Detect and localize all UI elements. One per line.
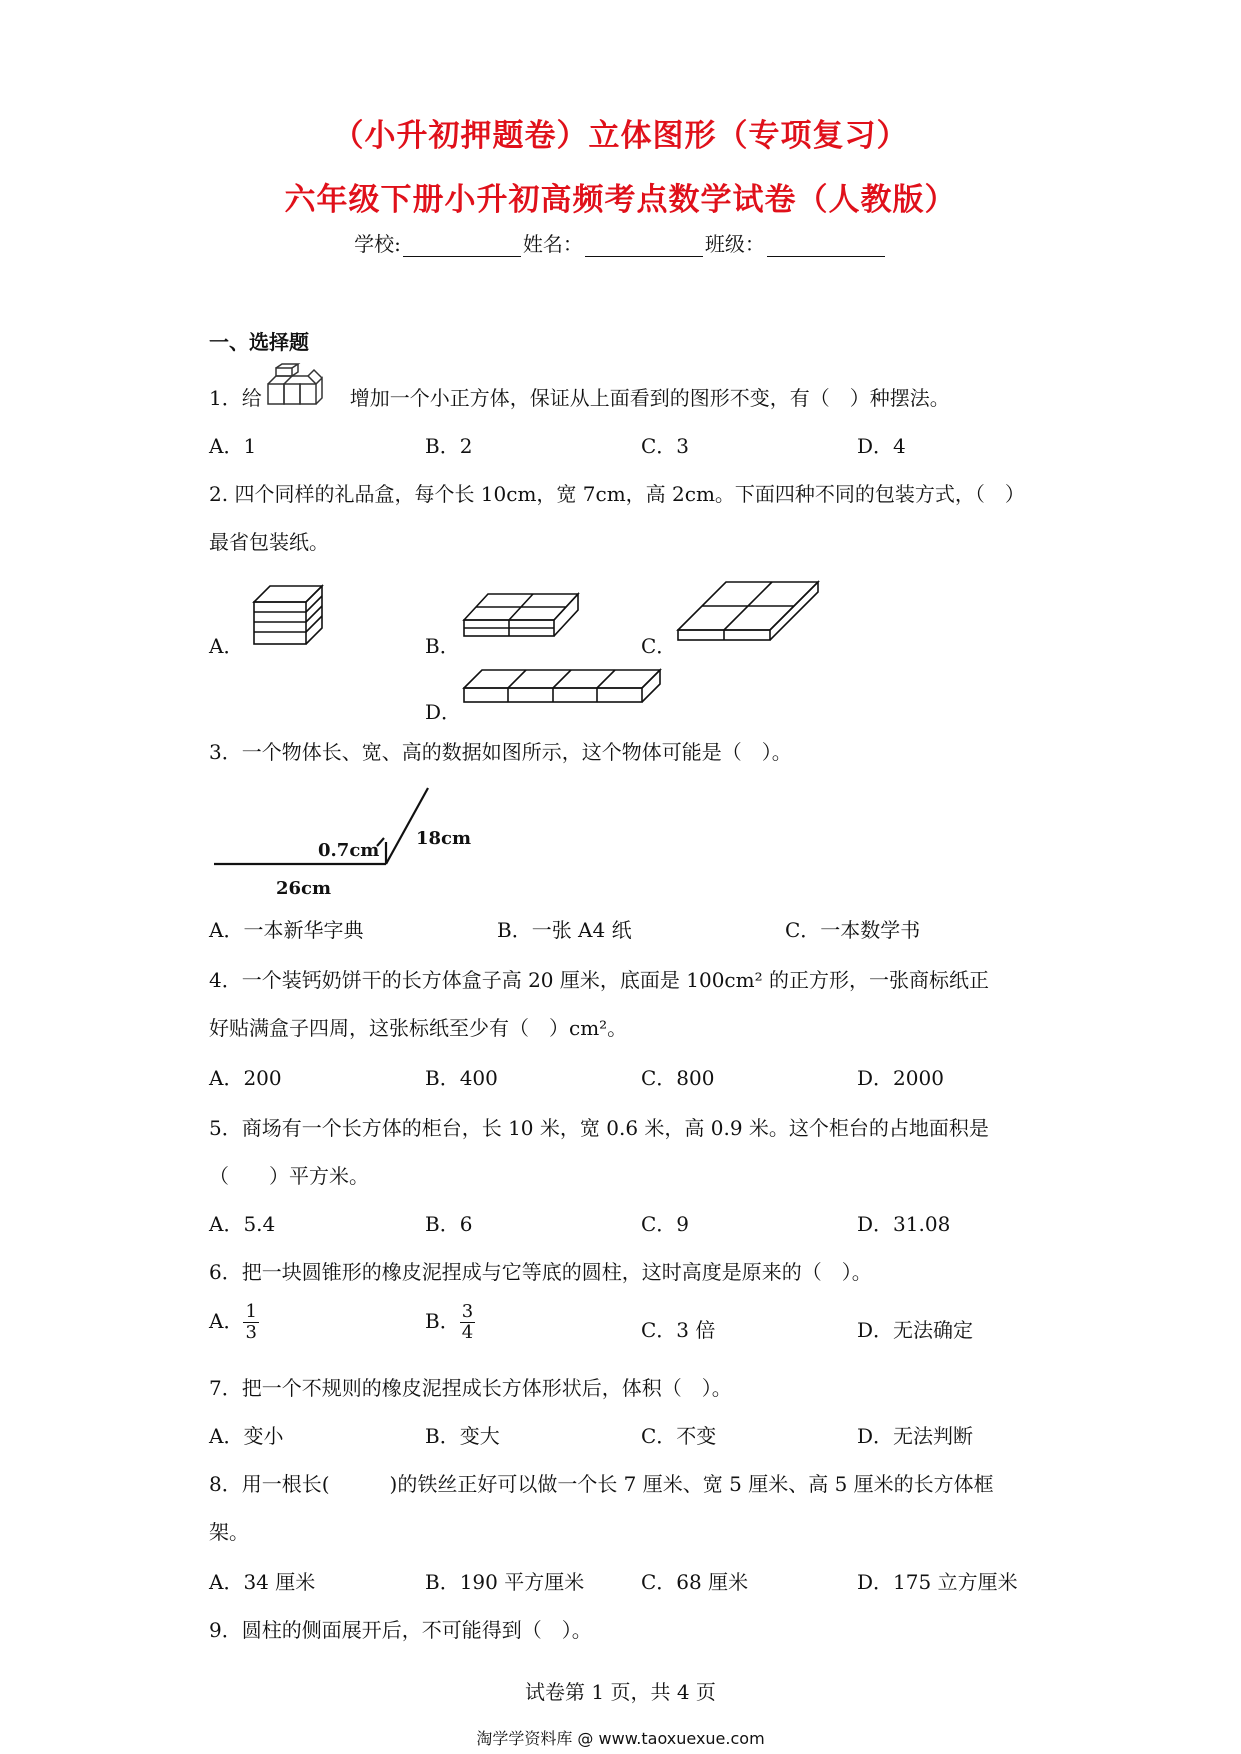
q3-option-b[interactable]: B．一张 A4 纸 — [497, 918, 632, 942]
school-blank[interactable] — [403, 236, 521, 257]
question-4-line-1: 4．一个装钙奶饼干的长方体盒子高 20 厘米，底面是 100cm² 的正方形，一张商标纸正 — [209, 968, 989, 992]
school-label: 学校: — [354, 232, 401, 256]
title-line-2: 六年级下册小升初高频考点数学试卷（人教版） — [284, 182, 957, 218]
name-blank[interactable] — [585, 236, 703, 257]
q3-option-c[interactable]: C．一本数学书 — [785, 918, 921, 942]
name-label: 姓名： — [522, 232, 583, 256]
q5-option-c[interactable]: C．9 — [641, 1212, 690, 1236]
q1-option-a[interactable]: A．1 — [209, 434, 257, 458]
q6-a-denominator: 3 — [245, 1322, 257, 1343]
q6-option-a-label: A． — [209, 1309, 244, 1333]
q5-option-d[interactable]: D．31.08 — [857, 1212, 951, 1236]
q8-option-d[interactable]: D．175 立方厘米 — [857, 1570, 1018, 1594]
question-5-line-1: 5．商场有一个长方体的柜台，长 10 米，宽 0.6 米，高 0.9 米。这个柜台的占地面积是 — [209, 1116, 989, 1140]
q6-option-c[interactable]: C．3 倍 — [641, 1318, 716, 1342]
q2-figure-c-two-by-two-wide — [676, 580, 820, 644]
q3-label-length: 26cm — [276, 878, 332, 899]
question-7: 7．把一个不规则的橡皮泥捏成长方体形状后，体积（ ）。 — [209, 1376, 732, 1400]
q6-a-numerator: 1 — [245, 1301, 257, 1322]
q1-option-d[interactable]: D．4 — [857, 434, 906, 458]
question-8-line-2: 架。 — [209, 1520, 249, 1544]
q2-option-d[interactable]: D． — [425, 700, 462, 724]
q6-option-b-fraction — [460, 1302, 475, 1343]
question-3: 3．一个物体长、宽、高的数据如图所示，这个物体可能是（ ）。 — [209, 740, 792, 764]
q1-option-c[interactable]: C．3 — [641, 434, 690, 458]
question-9: 9．圆柱的侧面展开后，不可能得到（ ）。 — [209, 1618, 592, 1642]
q7-option-a[interactable]: A．变小 — [209, 1424, 284, 1448]
q4-option-b[interactable]: B．400 — [425, 1066, 498, 1090]
question-6: 6．把一块圆锥形的橡皮泥捏成与它等底的圆柱，这时高度是原来的（ ）。 — [209, 1260, 872, 1284]
q6-option-d[interactable]: D．无法确定 — [857, 1318, 974, 1342]
q4-option-d[interactable]: D．2000 — [857, 1066, 944, 1090]
q8-option-c[interactable]: C．68 厘米 — [641, 1570, 749, 1594]
q6-b-numerator: 3 — [461, 1301, 474, 1322]
q6-option-a-fraction — [243, 1302, 258, 1343]
q2-figure-a-stacked — [252, 584, 324, 648]
q8-option-a[interactable]: A．34 厘米 — [209, 1570, 316, 1594]
q2-figure-b-two-by-two-flat — [462, 590, 580, 640]
q3-option-a[interactable]: A．一本新华字典 — [209, 918, 364, 942]
q1-cube-figure — [262, 368, 332, 408]
q6-b-denominator: 4 — [461, 1322, 474, 1343]
q7-option-d[interactable]: D．无法判断 — [857, 1424, 974, 1448]
q1-option-b[interactable]: B．2 — [425, 434, 473, 458]
question-1 — [209, 386, 1039, 410]
q3-label-height: 0.7cm — [318, 840, 380, 861]
q7-option-b[interactable]: B．变大 — [425, 1424, 500, 1448]
q4-option-a[interactable]: A．200 — [209, 1066, 282, 1090]
q3-dimension-figure — [214, 782, 484, 899]
class-label: 班级： — [704, 232, 765, 256]
watermark: 淘学学资料库 @ www.taoxuexue.com — [476, 1729, 765, 1748]
q6-option-b[interactable] — [425, 1302, 475, 1343]
student-info-line — [0, 228, 1241, 257]
question-5-line-2: （ ）平方米。 — [209, 1164, 369, 1188]
q6-option-b-label: B． — [425, 1309, 460, 1333]
q2-option-c[interactable]: C． — [641, 634, 677, 658]
q3-label-width: 18cm — [416, 828, 472, 849]
q7-option-c[interactable]: C．不变 — [641, 1424, 717, 1448]
question-8-line-1: 8．用一根长( )的铁丝正好可以做一个长 7 厘米、宽 5 厘米、高 5 厘米的长方体框 — [209, 1472, 994, 1496]
q2-option-a[interactable]: A． — [209, 634, 244, 658]
q5-option-a[interactable]: A．5.4 — [209, 1212, 276, 1236]
q1-prefix: 1．给 — [209, 386, 262, 410]
q4-option-c[interactable]: C．800 — [641, 1066, 715, 1090]
page-footer: 试卷第 1 页，共 4 页 — [525, 1680, 716, 1704]
q1-suffix: 增加一个小正方体，保证从上面看到的图形不变，有（ ）种摆法。 — [349, 386, 950, 410]
q6-option-a[interactable] — [209, 1302, 259, 1343]
question-4-line-2: 好贴满盒子四周，这张标纸至少有（ ）cm²。 — [209, 1016, 628, 1040]
question-2-line-1: 2. 四个同样的礼品盒，每个长 10cm，宽 7cm，高 2cm。下面四种不同的包装方式，（ ） — [209, 482, 1025, 506]
section-title: 一、选择题 — [209, 330, 309, 354]
q8-option-b[interactable]: B．190 平方厘米 — [425, 1570, 585, 1594]
question-2-line-2: 最省包装纸。 — [209, 530, 329, 554]
q2-figure-d-four-in-row — [462, 668, 662, 708]
q5-option-b[interactable]: B．6 — [425, 1212, 473, 1236]
q2-option-b[interactable]: B． — [425, 634, 460, 658]
title-line-1: （小升初押题卷）立体图形（专项复习） — [332, 118, 909, 154]
class-blank[interactable] — [767, 236, 885, 257]
